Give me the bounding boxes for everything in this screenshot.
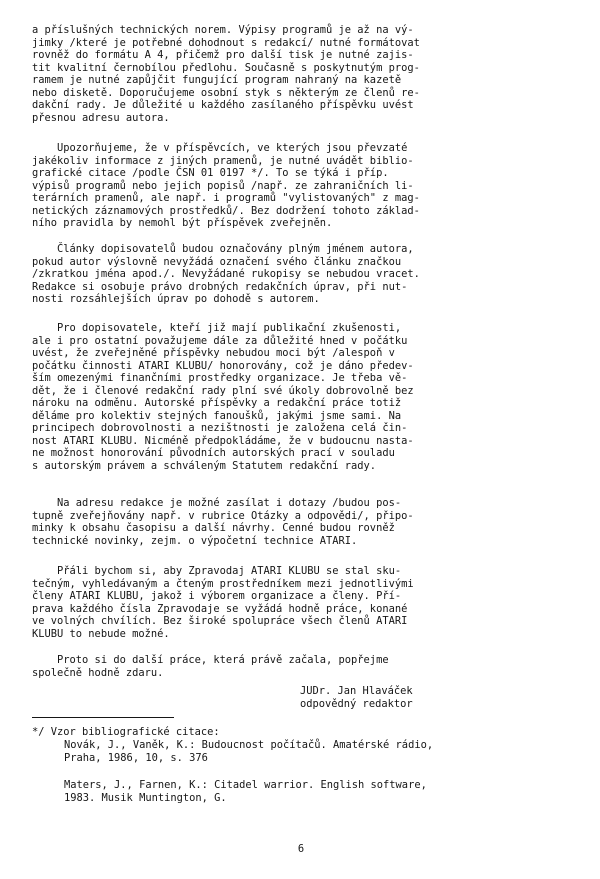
text-line: ale i pro ostatní považujeme dále za důležité hned v počátku: [32, 334, 408, 347]
text-line: a příslušných technických norem. Výpisy programů je až na vý-: [32, 24, 414, 36]
text-line: Praha, 1986, 10, s. 376: [64, 751, 208, 764]
text-line: rovněž do formátu A 4, přičemž pro další tisk je nutné zajis-: [32, 49, 414, 61]
text-line: Upozorňujeme, že v příspěvcích, ve kterých jsou převzaté: [32, 142, 408, 154]
text-line: jimky /které je potřebné dohodnout s redakcí/ nutné formátovat: [32, 36, 420, 49]
text-line: Pro dopisovatele, kteří již mají publikační zkušenosti,: [32, 322, 402, 334]
text-line: ne možnost honorování původních autorských prací v souladu: [32, 447, 395, 459]
footnote-note: [32, 726, 577, 739]
page-number: 6: [297, 843, 305, 855]
signature-role: odpovědný redaktor: [300, 697, 413, 710]
text-line: ším omezenými finančními prostředky organizace. Je třeba vě-: [32, 372, 408, 384]
text-line: děláme pro kolektiv stejných fanoušků, jakými jsme sami. Na: [32, 409, 402, 422]
text-line: tupně zveřejňovány např. v rubrice Otázky a odpovědi/, připo-: [32, 509, 414, 522]
paragraph-citations: [32, 142, 577, 230]
paragraph-closing: [32, 654, 577, 679]
footnote-reference: [64, 779, 584, 804]
text-line: principech dobrovolnosti a nezištnosti je založena celá čin-: [32, 422, 408, 434]
text-line: Přáli bychom si, aby Zpravodaj ATARI KLUBU se stal sku-: [32, 565, 402, 577]
text-line: tit kvalitní černobílou předlohu. Současně s poskytnutým prog-: [32, 61, 420, 74]
text-line: Novák, J., Vaněk, K.: Budoucnost počítačů. Amatérské rádio,: [64, 739, 434, 751]
text-line: nebo disketě. Doporučujeme osobní styk s některým ze členů re-: [32, 86, 420, 99]
paragraph-authorship: [32, 243, 577, 306]
text-line: ramem je nutné zapůjčit fungující program nahraný na kazetě: [32, 74, 402, 86]
paragraph-submission-format: [32, 24, 577, 124]
paragraph-questions: [32, 497, 577, 547]
text-line: nosti rozsáhlejších úprav po dohodě s autorem.: [32, 293, 320, 305]
footnote-reference: [64, 739, 584, 764]
text-line: Proto si do další práce, která právě začala, popřejme: [32, 654, 389, 666]
text-line: grafické citace /podle ČSN 01 0197 */. To se týká i příp.: [32, 167, 389, 179]
text-line: terárních pramenů, ale např. i programů "vylistovaných" z mag-: [32, 192, 420, 204]
text-line: tečným, vyhledávaným a čteným prostředníkem mezi jednotlivými: [32, 577, 414, 590]
text-line: Maters, J., Farnen, K.: Citadel warrior. English software,: [64, 779, 427, 791]
text-line: Články dopisovatelů budou označovány plným jménem autora,: [32, 243, 414, 255]
paragraph-honoraria: [32, 322, 577, 472]
text-line: ního pravidla by nemohl být příspěvek zveřejněn.: [32, 217, 333, 229]
text-line: prava každého čísla Zpravodaje se vyžádá hodně práce, konané: [32, 602, 408, 615]
paragraph-wishes: [32, 565, 577, 640]
text-line: členy ATARI KLUBU, jakož i výborem organizace a členy. Pří-: [32, 590, 402, 602]
text-line: s autorským právem a schváleným Statutem redakční rady.: [32, 459, 377, 472]
text-line: počátku činnosti ATARI KLUBU/ honorovány, což je dáno předev-: [32, 359, 414, 372]
text-line: dět, že i členové redakční rady plní své úkoly dobrovolně bez: [32, 384, 414, 397]
text-line: netických záznamových prostředků/. Bez dodržení tohoto základ-: [32, 204, 420, 217]
text-line: pokud autor výslovně nevyžádá označení svého článku značkou: [32, 255, 402, 268]
text-line: technické novinky, zejm. o výpočetní technice ATARI.: [32, 534, 358, 547]
footnote-divider: [32, 717, 174, 718]
text-line: nost ATARI KLUBU. Nicméně předpokládáme, že v budoucnu nasta-: [32, 434, 414, 447]
text-line: minky k obsahu časopisu a další návrhy. Cenné budou rovněž: [32, 522, 395, 534]
text-line: společně hodně zdaru.: [32, 666, 164, 679]
text-line: Redakce si osobuje právo drobných redakčních úprav, při nut-: [32, 280, 408, 293]
text-line: KLUBU to nebude možné.: [32, 627, 170, 640]
text-line: jakékoliv informace z jiných pramenů, je nutné uvádět biblio-: [32, 154, 414, 167]
signature-block: [300, 685, 560, 710]
text-line: uvést, že zveřejněné příspěvky nebudou moci být /alespoň v: [32, 347, 395, 359]
footnote-label: */ Vzor bibliografické citace:: [32, 726, 220, 738]
text-line: výpisů programů nebo jejich popisů /např. ze zahraničních li-: [32, 179, 414, 192]
text-line: 1983. Musik Muntington, G.: [64, 791, 227, 804]
text-line: Na adresu redakce je možné zasílat i dotazy /budou pos-: [32, 497, 402, 509]
text-line: ve volných chvílích. Bez široké spolupráce všech členů ATARI: [32, 615, 408, 627]
text-line: /zkratkou jména apod./. Nevyžádané rukopisy se nebudou vracet.: [32, 268, 420, 280]
text-line: dakční rady. Je důležité u každého zasílaného příspěvku uvést: [32, 99, 414, 111]
signature-name: JUDr. Jan Hlaváček: [300, 685, 413, 697]
text-line: přesnou adresu autora.: [32, 111, 170, 124]
text-line: nároku na odměnu. Autorské příspěvky a redakční práce totiž: [32, 397, 402, 409]
